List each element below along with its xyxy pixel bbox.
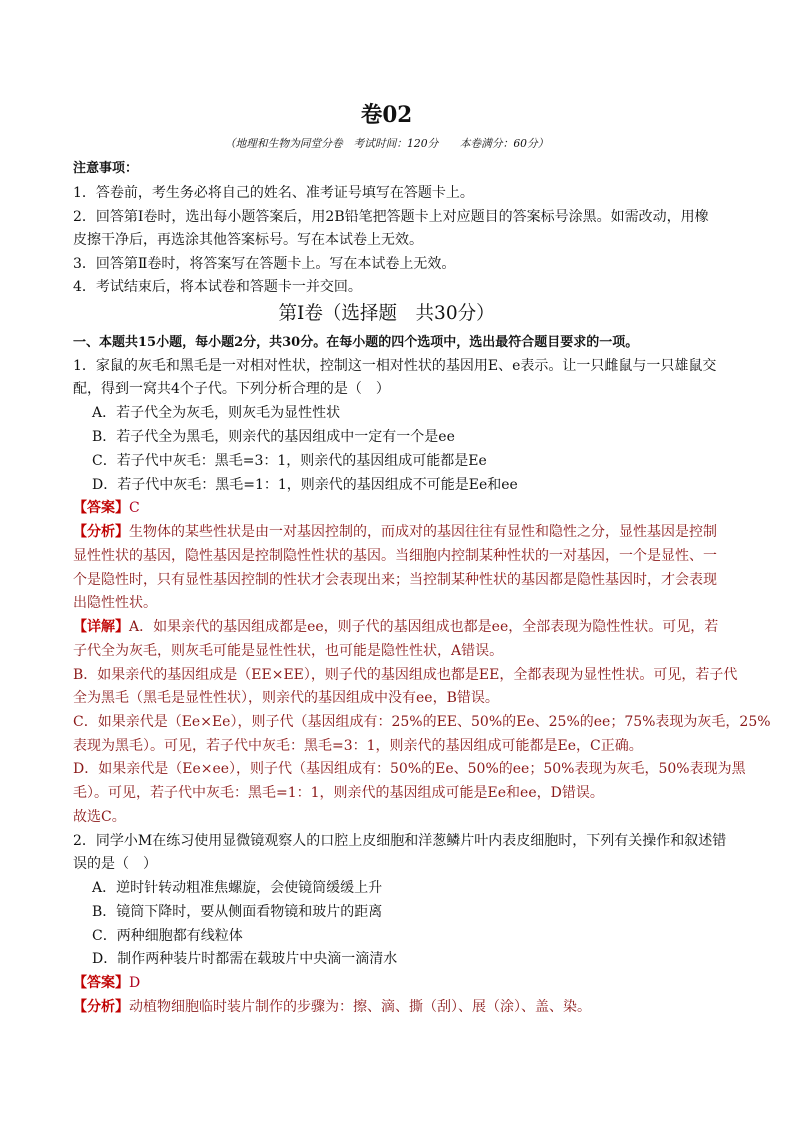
q2-option-a: A．逆时针转动粗准焦螺旋，会使镜筒缓缓上升 [92, 880, 383, 896]
q1-detail-line8: 毛）。可见，若子代中灰毛：黑毛=1：1，则亲代的基因组成可能是Ee和ee，D错误。 [73, 785, 604, 801]
q2-option-c: C．两种细胞都有线粒体 [92, 928, 243, 944]
q2-option-b: B．镜筒下降时，要从侧面看物镜和玻片的距离 [92, 904, 383, 920]
q1-analysis-line1 [73, 523, 717, 541]
q1-detail-line6: 表现为黑毛）。可见，若子代中灰毛：黑毛=3：1，则亲代的基因组成可能都是Ee，C正确。 [73, 738, 643, 754]
q1-detail-line5: C．如果亲代是（Ee×Ee），则子代（基因组成有：25%的EE、50%的Ee、25%的ee；75%表现为灰毛，25% [73, 714, 771, 730]
q1-option-c: C．若子代中灰毛：黑毛=3：1，则亲代的基因组成可能都是Ee [92, 453, 487, 469]
q2-answer [73, 974, 140, 992]
q1-analysis-line4: 出隐性性状。 [73, 595, 157, 611]
page-title: 卷02 [360, 102, 413, 128]
q2-stem-line2: 误的是（ ） [73, 856, 157, 872]
notice-item-2: 2．回答第Ⅰ卷时，选出每小题答案后，用2B铅笔把答题卡上对应题目的答案标号涂黑。如需改动，用橡 [73, 209, 709, 225]
analysis-text: 动植物细胞临时装片制作的步骤为：擦、滴、撕（刮）、展（涂）、盖、染。 [129, 999, 591, 1015]
notice-heading: 注意事项： [73, 161, 139, 176]
q2-option-d: D．制作两种装片时都需在载玻片中央滴一滴清水 [92, 951, 398, 967]
q1-detail-line4: 全为黑毛（黑毛是显性性状），则亲代的基因组成中没有ee，B错误。 [73, 690, 499, 706]
answer-value: C [129, 500, 140, 516]
notice-item-1: 1．答卷前，考生务必将自己的姓名、准考证号填写在答题卡上。 [73, 185, 474, 201]
answer-tag: 【答案】 [73, 500, 129, 516]
notice-item-3: 3．回答第Ⅱ卷时，将答案写在答题卡上。写在本试卷上无效。 [73, 256, 456, 272]
q1-answer [73, 499, 140, 517]
analysis-tag: 【分析】 [73, 999, 129, 1015]
detail-text: A．如果亲代的基因组成都是ee，则子代的基因组成也都是ee，全部表现为隐性性状。可见，若 [129, 619, 719, 635]
q1-detail-line3: B．如果亲代的基因组成是（EE×EE），则子代的基因组成也都是EE，全都表现为显性性状。可见，若子代 [73, 667, 738, 683]
section-instruction: 一、本题共15小题，每小题2分，共30分。在每小题的四个选项中，选出最符合题目要求的一项。 [73, 335, 639, 350]
exam-subtitle: （地理和生物为同堂分卷 考试时间：120分 本卷满分：60分） [224, 137, 549, 150]
q1-stem-line1: 1．家鼠的灰毛和黑毛是一对相对性状，控制这一相对性状的基因用E、e表示。让一只雌鼠与一只雄鼠交 [73, 358, 717, 374]
q1-detail-line7: D．如果亲代是（Ee×ee），则子代（基因组成有：50%的Ee、50%的ee；50%表现为灰毛，50%表现为黑 [73, 761, 746, 777]
answer-value: D [129, 975, 141, 991]
notice-item-2-cont: 皮擦干净后，再选涂其他答案标号。写在本试卷上无效。 [73, 232, 423, 248]
q1-analysis-line3: 个是隐性时，只有显性基因控制的性状才会表现出来；当控制某种性状的基因都是隐性基因时，才会表现 [73, 572, 717, 588]
q1-option-b: B．若子代全为黑毛，则亲代的基因组成中一定有一个是ee [92, 429, 455, 445]
q1-detail-line2: 子代全为灰毛，则灰毛可能是显性性状，也可能是隐性性状，A错误。 [73, 643, 504, 659]
analysis-tag: 【分析】 [73, 524, 129, 540]
section-title: 第Ⅰ卷（选择题 共30分） [278, 302, 495, 324]
q1-detail-line1 [73, 618, 718, 636]
q1-analysis-line2: 显性性状的基因，隐性基因是控制隐性性状的基因。当细胞内控制某种性状的一对基因，一个是显性、一 [73, 548, 717, 564]
q2-analysis [73, 998, 591, 1016]
q1-stem-line2: 配，得到一窝共4个子代。下列分析合理的是（ ） [73, 381, 390, 397]
q1-option-d: D．若子代中灰毛：黑毛=1：1，则亲代的基因组成不可能是Ee和ee [92, 477, 518, 493]
notice-item-4: 4．考试结束后，将本试卷和答题卡一并交回。 [73, 279, 362, 295]
detail-tag: 【详解】 [73, 619, 129, 635]
q2-stem-line1: 2．同学小M在练习使用显微镜观察人的口腔上皮细胞和洋葱鳞片叶内表皮细胞时，下列有关操作和叙述错 [73, 833, 727, 849]
q1-detail-line9: 故选C。 [73, 809, 126, 825]
q1-option-a: A．若子代全为灰毛，则灰毛为显性性状 [92, 405, 341, 421]
answer-tag: 【答案】 [73, 975, 129, 991]
analysis-text: 生物体的某些性状是由一对基因控制的，而成对的基因往往有显性和隐性之分，显性基因是控制 [129, 524, 717, 540]
